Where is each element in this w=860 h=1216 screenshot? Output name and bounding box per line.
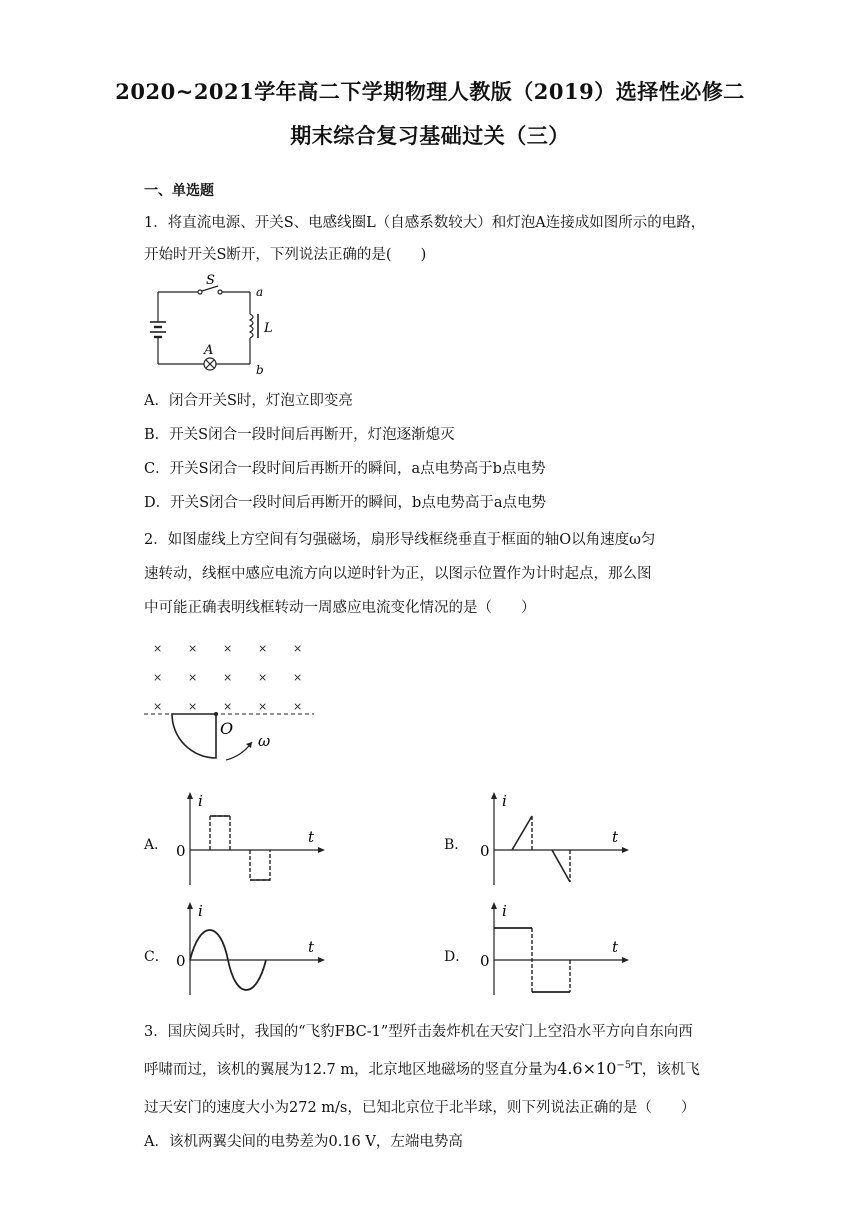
field-cross-mark: × bbox=[223, 642, 233, 655]
q3-field-exponent: −5 bbox=[616, 1060, 632, 1072]
q1-label-S: S bbox=[206, 273, 215, 288]
graph-b-i: i bbox=[502, 792, 507, 810]
field-cross-mark: × bbox=[258, 642, 268, 655]
field-cross-mark: × bbox=[293, 642, 303, 655]
graph-c-zero: 0 bbox=[176, 952, 186, 970]
q2-option-c-label: C． bbox=[144, 949, 169, 965]
q2-label-omega: ω bbox=[258, 732, 271, 750]
field-cross-mark: × bbox=[258, 671, 268, 684]
field-cross-mark: × bbox=[153, 671, 163, 684]
graph-d-t: t bbox=[612, 938, 619, 956]
q1-option-c: C．开关S闭合一段时间后再断开的瞬间，a点电势高于b点电势 bbox=[144, 461, 546, 477]
field-cross-mark: × bbox=[153, 700, 163, 713]
q1-label-A: A bbox=[204, 343, 214, 358]
field-cross-mark: × bbox=[188, 671, 198, 684]
q3-option-a: A．该机两翼尖间的电势差为0.16 V，左端电势高 bbox=[144, 1134, 463, 1150]
field-cross-mark: × bbox=[293, 671, 303, 684]
field-cross-mark: × bbox=[153, 642, 163, 655]
q1-label-a: a bbox=[256, 285, 264, 299]
field-cross-mark: × bbox=[293, 700, 303, 713]
field-cross-mark: × bbox=[223, 671, 233, 684]
q2-graph-d bbox=[474, 900, 634, 1000]
q3-field-unit: T bbox=[631, 1059, 642, 1078]
graph-b-t: t bbox=[612, 828, 619, 846]
q3-field-value: 4.6×10 bbox=[557, 1059, 617, 1078]
graph-a-t: t bbox=[308, 828, 315, 846]
q3-stem-line3: 过天安门的速度大小为272 m/s，已知北京位于北半球，则下列说法正确的是（ ） bbox=[144, 1100, 696, 1116]
graph-c-i: i bbox=[198, 902, 203, 920]
q2-stem-line2: 速转动，线框中感应电流方向以逆时针为正，以图示位置作为计时起点，那么图 bbox=[144, 566, 652, 582]
q1-option-d: D．开关S闭合一段时间后再断开的瞬间，b点电势高于a点电势 bbox=[144, 495, 546, 511]
q2-option-b-label: B． bbox=[444, 837, 469, 853]
graph-b-zero: 0 bbox=[480, 842, 490, 860]
graph-c-t: t bbox=[308, 938, 315, 956]
q2-graph-b bbox=[474, 790, 634, 890]
q3-stem-line2 bbox=[144, 1058, 700, 1079]
field-cross-mark: × bbox=[223, 700, 233, 713]
q3-line2-text-b: ，该机飞 bbox=[641, 1062, 700, 1078]
q2-graph-a bbox=[170, 790, 330, 890]
q2-stem-line1: 2．如图虚线上方空间有匀强磁场，扇形导线框绕垂直于框面的轴O以角速度ω匀 bbox=[144, 532, 656, 548]
q2-option-a-label: A． bbox=[144, 837, 169, 853]
q2-label-O: O bbox=[220, 719, 234, 738]
q2-field-figure bbox=[144, 638, 324, 768]
q2-stem-line3: 中可能正确表明线框转动一周感应电流变化情况的是（ ） bbox=[144, 600, 536, 616]
q3-line2-text-a: 呼啸而过，该机的翼展为12.7 m，北京地区地磁场的竖直分量为 bbox=[144, 1062, 558, 1078]
section-heading: 一、单选题 bbox=[144, 183, 214, 199]
q1-label-L: L bbox=[264, 321, 273, 336]
page-title-line2: 期末综合复习基础过关（三） bbox=[290, 123, 570, 148]
q1-option-b: B．开关S闭合一段时间后再断开，灯泡逐渐熄灭 bbox=[144, 427, 455, 443]
page-title-line1: 2020~2021学年高二下学期物理人教版（2019）选择性必修二 bbox=[115, 79, 745, 104]
graph-a-zero: 0 bbox=[176, 842, 186, 860]
graph-a-i: i bbox=[198, 792, 203, 810]
q3-stem-line1: 3．国庆阅兵时，我国的“飞豹FBC-1”型歼击轰炸机在天安门上空沿水平方向自东向西 bbox=[144, 1024, 693, 1040]
field-cross-mark: × bbox=[188, 642, 198, 655]
q1-option-a: A．闭合开关S时，灯泡立即变亮 bbox=[144, 393, 353, 409]
graph-d-zero: 0 bbox=[480, 952, 490, 970]
q2-graph-c bbox=[170, 900, 330, 1000]
q1-stem-line1: 1．将直流电源、开关S、电感线圈L（自感系数较大）和灯泡A连接成如图所示的电路， bbox=[144, 215, 706, 231]
field-cross-mark: × bbox=[188, 700, 198, 713]
q1-stem-line2: 开始时开关S断开，下列说法正确的是( ) bbox=[144, 247, 427, 263]
graph-d-i: i bbox=[502, 902, 507, 920]
field-cross-mark: × bbox=[258, 700, 268, 713]
q2-option-d-label: D． bbox=[444, 949, 470, 965]
q1-label-b: b bbox=[256, 363, 264, 377]
q1-circuit-figure bbox=[150, 272, 280, 382]
